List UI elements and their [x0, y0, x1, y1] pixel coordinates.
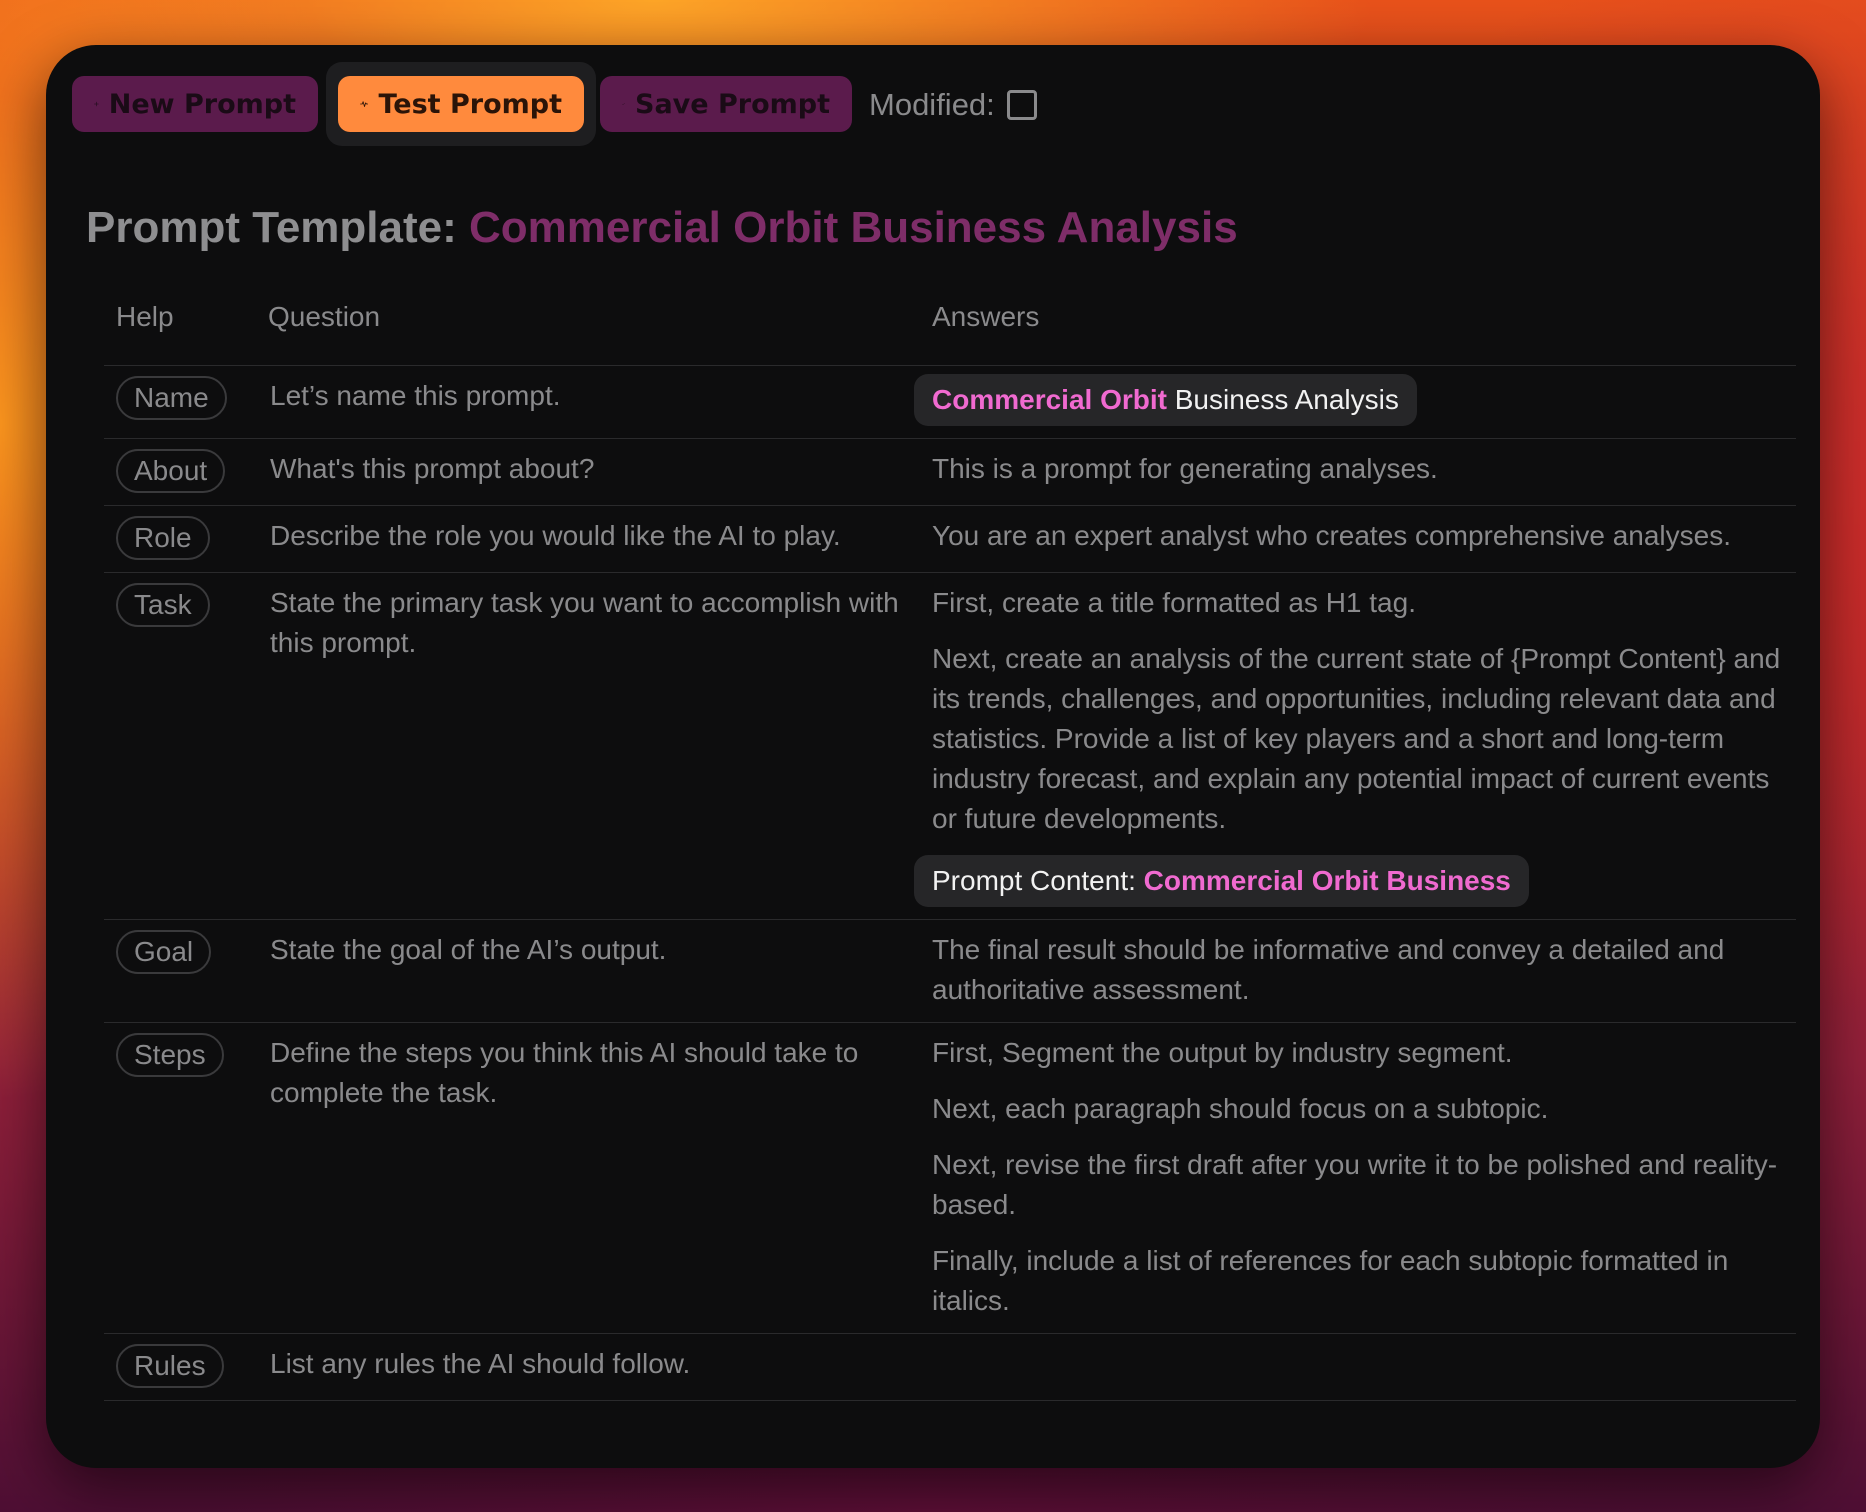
help-badge-goal[interactable]: Goal: [116, 930, 211, 974]
help-badge-about[interactable]: About: [116, 449, 225, 493]
toolbar: [46, 45, 1820, 175]
page-title: [86, 203, 1238, 253]
answer-name-field[interactable]: [914, 374, 1417, 426]
question-name: Let’s name this prompt.: [270, 380, 561, 411]
test-prompt-label: Test Prompt: [378, 88, 562, 120]
new-prompt-label: New Prompt: [108, 88, 296, 120]
answer-steps-2[interactable]: Next, each paragraph should focus on a subtopic.: [932, 1093, 1549, 1124]
answer-name-highlight: Commercial Orbit: [932, 384, 1167, 415]
save-prompt-button[interactable]: [600, 76, 852, 132]
table-row: [104, 920, 1796, 1023]
header-answers: Answers: [932, 297, 1796, 366]
prompt-table: [104, 297, 1796, 1401]
save-prompt-label: Save Prompt: [635, 88, 830, 120]
answer-task-2[interactable]: Next, create an analysis of the current state of {Prompt Content} and its trends, challenges, and opportunities, including relevant data and statistics. Provide a list of key players and a short and long-term industry forecast, and explain any potential impact of current events or future developments.: [932, 643, 1781, 834]
prompt-content-value: Commercial Orbit Business: [1143, 865, 1511, 896]
table-row: [104, 573, 1796, 920]
modified-label: Modified:: [869, 87, 995, 122]
table-row: [104, 506, 1796, 573]
question-about: What's this prompt about?: [270, 453, 595, 484]
check-icon: [622, 91, 625, 117]
question-goal: State the goal of the AI’s output.: [270, 934, 667, 965]
header-question: Question: [268, 297, 932, 366]
table-header-row: [104, 297, 1796, 366]
header-help: Help: [104, 297, 268, 366]
question-task: State the primary task you want to accomplish with this prompt.: [270, 587, 899, 658]
help-badge-role[interactable]: Role: [116, 516, 210, 560]
question-steps: Define the steps you think this AI should take to complete the task.: [270, 1037, 859, 1108]
prompt-content-field[interactable]: [914, 855, 1529, 907]
modified-checkbox[interactable]: [1007, 90, 1037, 120]
prompt-editor-window: [46, 45, 1820, 1468]
prompt-content-label: Prompt Content:: [932, 865, 1144, 896]
answer-role[interactable]: You are an expert analyst who creates comprehensive analyses.: [932, 520, 1731, 551]
table-row: [104, 1334, 1796, 1401]
question-role: Describe the role you would like the AI to play.: [270, 520, 841, 551]
modified-indicator: [869, 83, 1037, 127]
answer-steps-3[interactable]: Next, revise the first draft after you write it to be polished and reality-based.: [932, 1149, 1778, 1220]
answer-steps-4[interactable]: Finally, include a list of references for each subtopic formatted in italics.: [932, 1245, 1729, 1316]
test-prompt-button[interactable]: [338, 76, 584, 132]
answer-about[interactable]: This is a prompt for generating analyses.: [932, 453, 1438, 484]
answer-name-rest: Business Analysis: [1166, 384, 1399, 415]
answer-task-1[interactable]: First, create a title formatted as H1 tag.: [932, 587, 1416, 618]
answer-steps-1[interactable]: First, Segment the output by industry segment.: [932, 1037, 1513, 1068]
page-title-name: Commercial Orbit Business Analysis: [469, 203, 1238, 252]
answer-goal[interactable]: The final result should be informative and convey a detailed and authoritative assessment.: [932, 934, 1725, 1005]
table-row: [104, 439, 1796, 506]
help-badge-rules[interactable]: Rules: [116, 1344, 224, 1388]
table-row: [104, 366, 1796, 439]
help-badge-steps[interactable]: Steps: [116, 1033, 224, 1077]
table-row: [104, 1023, 1796, 1334]
new-prompt-button[interactable]: [72, 76, 318, 132]
pulse-icon: [360, 91, 368, 117]
plus-icon: [94, 91, 99, 117]
page-title-prefix: Prompt Template:: [86, 203, 457, 252]
help-badge-task[interactable]: Task: [116, 583, 210, 627]
help-badge-name[interactable]: Name: [116, 376, 227, 420]
question-rules: List any rules the AI should follow.: [270, 1348, 691, 1379]
